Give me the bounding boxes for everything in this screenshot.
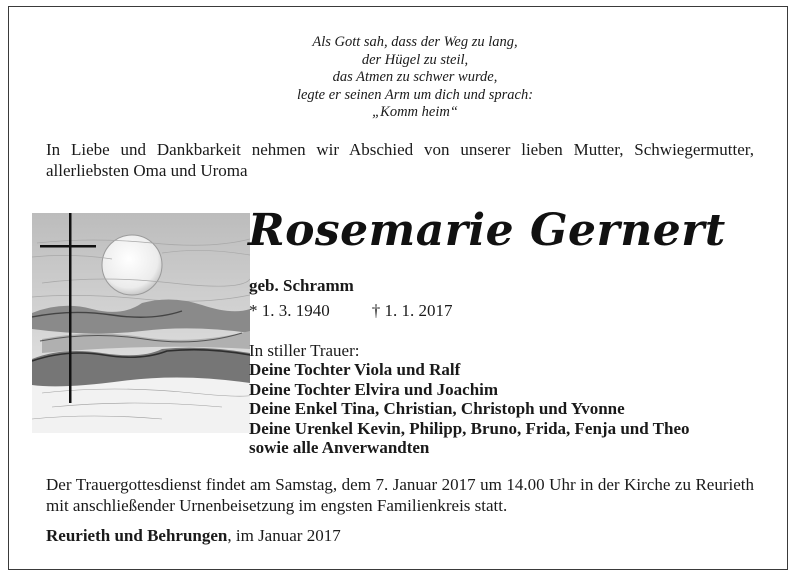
life-dates: [249, 301, 453, 321]
cross-icon: [69, 213, 72, 403]
mourning-heading: In stiller Trauer:: [249, 341, 360, 360]
poem-line: legte er seinen Arm um dich und sprach:: [296, 86, 534, 103]
poem-line: „Komm heim“: [372, 104, 458, 120]
poem: [200, 34, 630, 122]
signature-line: [46, 525, 754, 546]
mourner-line: Deine Tochter Viola und Ralf: [249, 360, 461, 379]
poem-line: Als Gott sah, dass der Weg zu lang,: [312, 34, 518, 50]
mourner-line: sowie alle Anverwandten: [249, 438, 430, 457]
mourners-list: [249, 360, 690, 458]
sun-shape: [102, 235, 162, 295]
poem-line: das Atmen zu schwer wurde,: [332, 69, 498, 85]
intro-text: In Liebe und Dankbarkeit nehmen wir Abschied von unserer lieben Mutter, Schwiegermutter, allerliebsten Oma und Uroma: [46, 140, 754, 180]
mourner-line: Deine Enkel Tina, Christian, Christoph und Yvonne: [249, 399, 625, 418]
mourner-line: Deine Tochter Elvira und Joachim: [249, 379, 499, 399]
landscape-sketch-image: [32, 213, 250, 433]
deceased-name: Rosemarie Gernert: [248, 205, 726, 256]
service-text: Der Trauergottesdienst findet am Samstag, dem 7. Januar 2017 um 14.00 Uhr in der Kirche zu Reurieth mit anschließender Urnenbeisetzung im engsten Familienkreis statt.: [46, 475, 754, 515]
death-date: † 1. 1. 2017: [371, 301, 453, 320]
birth-date: * 1. 3. 1940: [249, 301, 330, 320]
memorial-picture: [32, 213, 250, 433]
signature-date: , im Januar 2017: [227, 526, 341, 545]
maiden-name: geb. Schramm: [249, 276, 354, 295]
signature-place: Reurieth und Behrungen: [46, 526, 228, 545]
mourner-line: Deine Urenkel Kevin, Philipp, Bruno, Frida, Fenja und Theo: [249, 418, 690, 438]
poem-line: der Hügel zu steil,: [361, 51, 469, 68]
